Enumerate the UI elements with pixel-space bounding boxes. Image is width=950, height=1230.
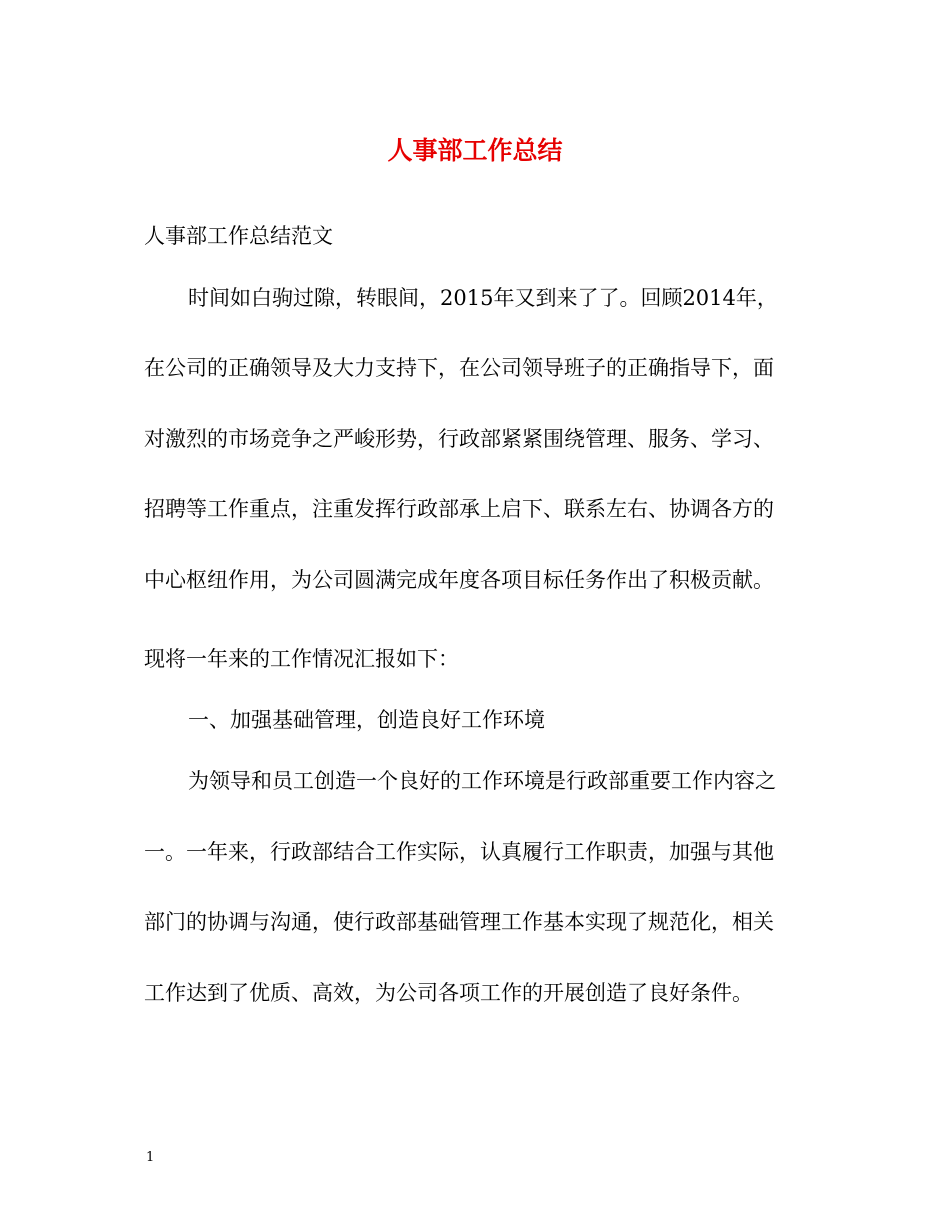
paragraph-line: 对激烈的市场竞争之严峻形势，行政部紧紧围绕管理、服务、学习、 [144, 427, 774, 451]
paragraph-line: 招聘等工作重点，注重发挥行政部承上启下、联系左右、协调各方的 [144, 497, 774, 521]
section-heading: 一、加强基础管理，创造良好工作环境 [188, 708, 545, 732]
paragraph-line: 现将一年来的工作情况汇报如下： [144, 647, 459, 671]
paragraph-line: 一。一年来，行政部结合工作实际，认真履行工作职责，加强与其他 [144, 840, 774, 864]
paragraph-line: 中心枢纽作用，为公司圆满完成年度各项目标任务作出了积极贡献。 [144, 568, 774, 592]
document-title: 人事部工作总结 [387, 136, 563, 165]
page-number: 1 [146, 1150, 155, 1165]
paragraph-line: 在公司的正确领导及大力支持下，在公司领导班子的正确指导下，面 [144, 356, 774, 380]
paragraph-line: 部门的协调与沟通，使行政部基础管理工作基本实现了规范化，相关 [144, 910, 774, 934]
paragraph-line: 为领导和员工创造一个良好的工作环境是行政部重要工作内容之 [188, 769, 776, 793]
paragraph-line: 时间如白驹过隙，转眼间，2015年又到来了了。回顾2014年， [188, 286, 778, 310]
document-subtitle: 人事部工作总结范文 [144, 224, 333, 248]
paragraph-line: 工作达到了优质、高效，为公司各项工作的开展创造了良好条件。 [144, 981, 753, 1005]
